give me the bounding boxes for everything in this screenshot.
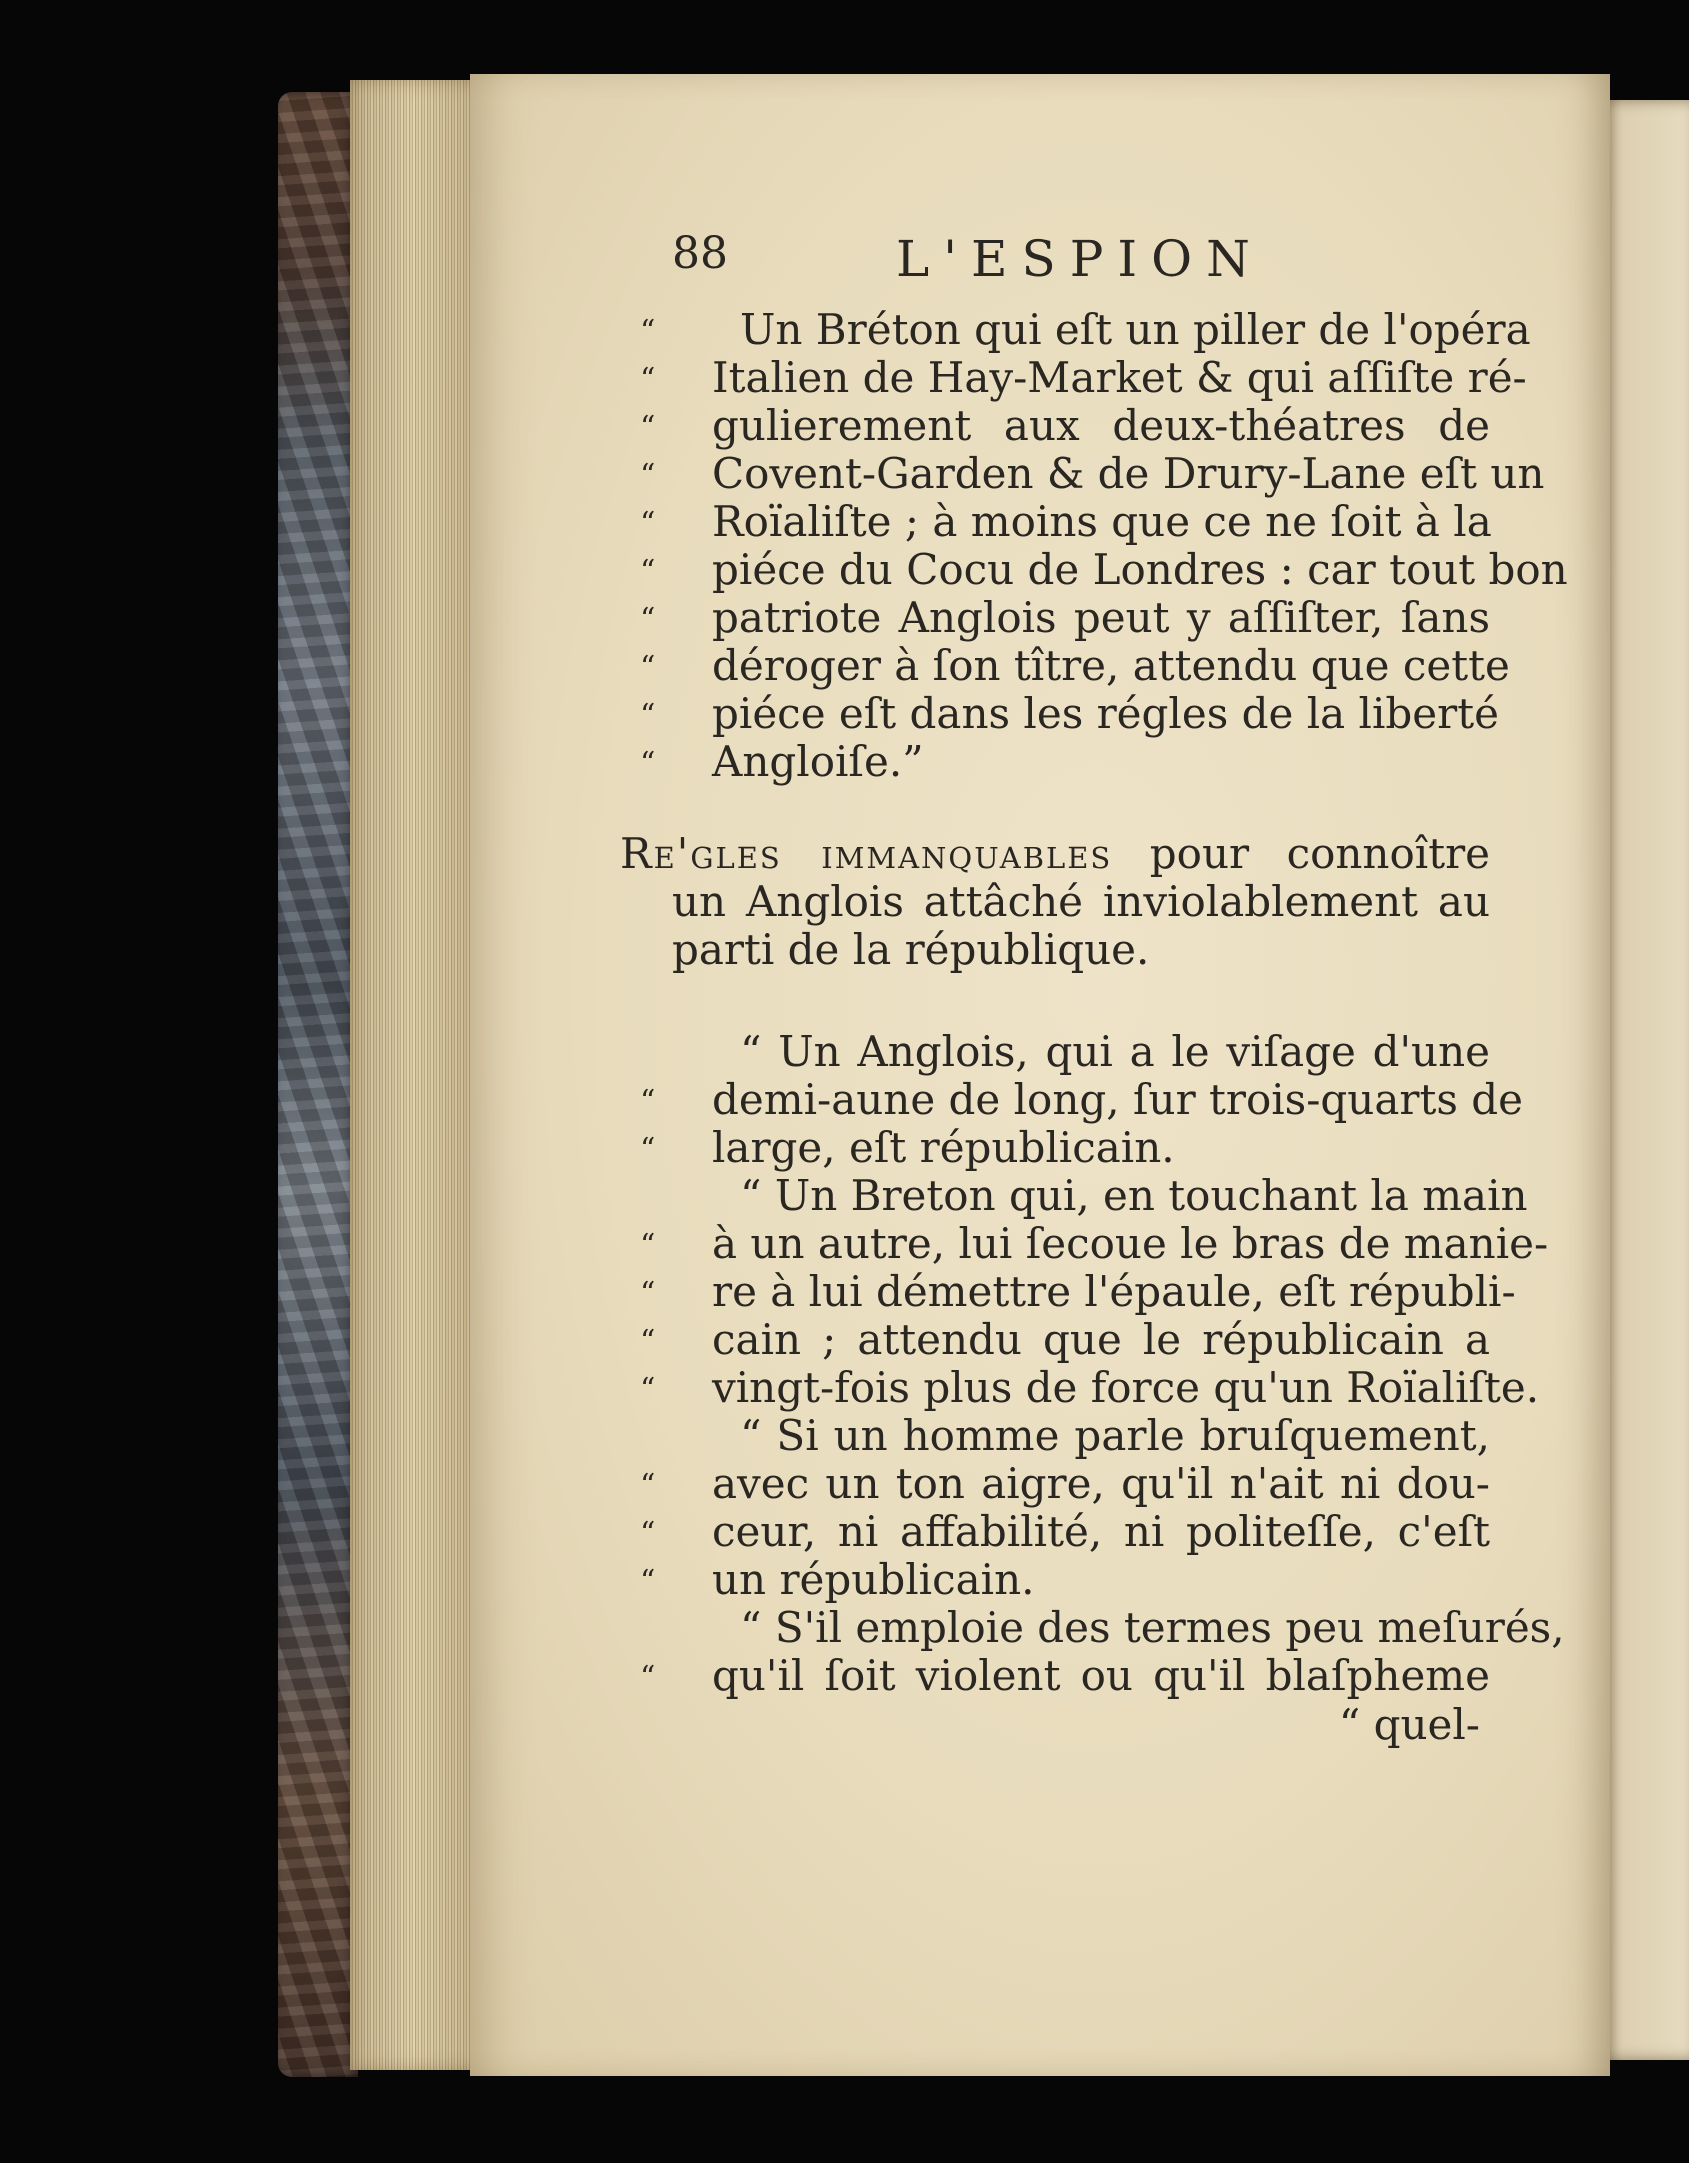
quote-mark: “ (640, 506, 656, 541)
text-line (640, 1075, 1524, 1124)
text-line (640, 738, 1490, 786)
line-text: piéce du Cocu de Londres : car tout bon (712, 545, 1568, 594)
quote-mark: “ (640, 1468, 656, 1503)
text-line (640, 1028, 1490, 1076)
text-line (640, 594, 1490, 642)
text-line (640, 1171, 1528, 1220)
line-text: un républicain. (712, 1555, 1035, 1604)
text-line (640, 402, 1490, 450)
text-line (640, 1460, 1490, 1508)
text-line (640, 1603, 1565, 1652)
text-line (640, 1316, 1490, 1364)
line-text: piéce eſt dans les régles de la liberté (712, 689, 1499, 738)
line-text: Angloiſe.” (712, 737, 924, 786)
quote-mark: “ (640, 1132, 656, 1167)
quoted-passage-1 (640, 305, 1568, 786)
quote-mark: “ (640, 458, 656, 493)
line-text: gulierement aux deux-théatres de (712, 401, 1490, 450)
quote-mark: “ (640, 1324, 656, 1359)
line-text: avec un ton aigre, qu'il n'ait ni dou- (712, 1459, 1490, 1508)
text-line (640, 1267, 1516, 1316)
quote-mark: “ (640, 1516, 656, 1551)
text-line (640, 1556, 1490, 1604)
line-text: Italien de Hay-Market & qui aſſiſte ré- (712, 353, 1527, 402)
text-line (640, 1363, 1540, 1412)
page-header (640, 228, 1490, 306)
quote-mark: “ (640, 554, 656, 589)
quote-mark: “ (640, 1564, 656, 1599)
text-line (640, 1652, 1490, 1700)
line-text: vingt-fois plus de force qu'un Roïaliſte. (712, 1363, 1540, 1412)
quote-mark: “ (640, 1276, 656, 1311)
text-line (640, 1412, 1490, 1460)
line-text: “ Si un homme parle bruſquement, (740, 1411, 1490, 1460)
text-line (640, 305, 1531, 354)
quote-mark: “ (640, 746, 656, 781)
line-text: large, eſt républicain. (712, 1123, 1175, 1172)
quote-mark: “ (640, 1372, 656, 1407)
section-heading (620, 830, 1490, 974)
running-title: L'ESPION (896, 230, 1264, 288)
line-text: demi-aune de long, ſur trois-quarts de (712, 1075, 1524, 1124)
text-line (640, 498, 1490, 546)
page-number: 88 (672, 228, 728, 279)
quote-mark: “ (640, 1084, 656, 1119)
line-text: Covent-Garden & de Drury-Lane eſt un (712, 449, 1545, 498)
catchword: “ quel- (1338, 1700, 1480, 1749)
text-line (640, 1219, 1549, 1268)
quote-mark: “ (640, 602, 656, 637)
line-text: qu'il ſoit violent ou qu'il blaſpheme (712, 1651, 1490, 1700)
quote-mark: “ (640, 1660, 656, 1695)
quote-mark: “ (640, 698, 656, 733)
catchword-line (640, 1700, 1490, 1748)
line-text: Un Bréton qui eſt un piller de l'opéra (740, 305, 1531, 354)
facing-page (1600, 100, 1689, 2060)
text-line (640, 641, 1510, 690)
line-text: “ Un Breton qui, en touchant la main (740, 1171, 1528, 1220)
line-text: ceur, ni affabilité, ni politeſſe, c'eſt (712, 1507, 1490, 1556)
line-text: cain ; attendu que le républicain a (712, 1315, 1490, 1364)
text-line (640, 545, 1568, 594)
text-line (640, 689, 1499, 738)
line-text: déroger à ſon tître, attendu que cette (712, 641, 1510, 690)
text-line (640, 1124, 1490, 1172)
quote-mark: “ (640, 314, 656, 349)
text-line (640, 1508, 1490, 1556)
line-text: à un autre, lui ſecoue le bras de manie- (712, 1219, 1549, 1268)
quote-mark: “ (640, 650, 656, 685)
heading-small-caps: Re'gles immanquables (620, 829, 1113, 878)
quote-mark: “ (640, 362, 656, 397)
quote-mark: “ (640, 1228, 656, 1263)
line-text: patriote Anglois peut y aſſiſter, ſans (712, 593, 1490, 642)
quote-mark: “ (640, 410, 656, 445)
line-text: “ S'il emploie des termes peu meſurés, (740, 1603, 1565, 1652)
text-line (640, 449, 1545, 498)
line-text: Roïaliſte ; à moins que ce ne ſoit à la (712, 497, 1492, 546)
heading-line-2: un Anglois attâché inviolablement au (672, 877, 1490, 926)
text-line (640, 353, 1527, 402)
marbled-cover-edge (278, 92, 358, 2077)
heading-line-3: parti de la république. (672, 925, 1150, 974)
line-text: “ Un Anglois, qui a le viſage d'une (740, 1027, 1490, 1076)
page-text (620, 228, 1568, 1749)
line-text: re à lui démettre l'épaule, eſt républi- (712, 1267, 1516, 1316)
heading-line-1 (620, 830, 1490, 878)
quoted-passage-2 (640, 1027, 1565, 1700)
heading-line-1-rest: pour connoître (1149, 829, 1491, 878)
